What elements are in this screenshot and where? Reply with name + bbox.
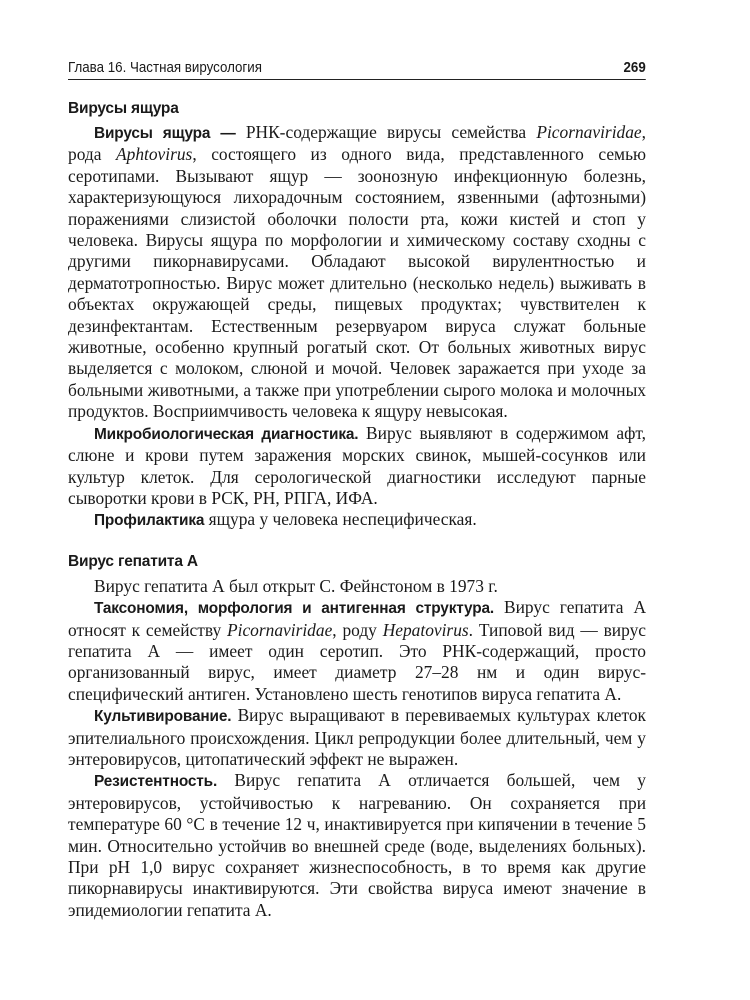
text-run: ящура у человека неспецифическая. [204,509,477,530]
text-run: . Типовой вид — вирус гепатита А — имеет один серотип. Это РНК-содержащий, просто организованный вирус, имеет диаметр 27–28 нм и один вирус-специфический антиген. Установлено шесть генотипов вируса гепатита А. [68,619,646,704]
taxon-name: Picornaviridae [536,122,642,142]
text-run: РНК-содержащие вирусы семейства [235,122,537,142]
lead-term-diagnostics: Микробиологическая диагностика. [94,425,359,443]
chapter-title: Глава 16. Частная вирусология [68,60,262,76]
running-header [68,54,646,80]
book-page [68,54,646,921]
taxon-name: Picornaviridae [227,619,333,640]
lead-term-prophylaxis: Профилактика [94,512,205,530]
paragraph-fmd-diagnostics [68,423,646,510]
paragraph-hav-discovery: Вирус гепатита А был открыт С. Фейнстоном в 1973 г. [94,575,498,596]
lead-term-fmd: Вирусы ящура — [94,125,236,142]
paragraph-hav-taxonomy [68,597,646,705]
text-run: Вирус гепатита А отличается большей, чем у энтеровирусов, устойчивостью к нагреванию. Он сохраняется при температуре 60 °С в течение 12 ч, инактивируется при кипячении в течение 5 мин. Относительно устойчив во внешней среде (воде, выделениях больных). При рН 1,0 вирус сохраняет жизнеспособность, в то время как другие пикорнавирусы инактивируются. Эти свойства вируса имеют значение в эпидемиологии гепатита А. [68,770,646,920]
lead-term-taxonomy: Таксономия, морфология и антигенная структура. [94,600,495,618]
text-run: , состоящего из одного вида, представленного семью серотипами. Вызывают ящур — зоонозную инфекционную болезнь, характеризующуюся лихорадочным состоянием, язвенными (афтозными) поражениями слизистой оболочки полости рта, кожи кистей и стоп у человека. Вирусы ящура по морфологии и химическому составу сходны с другими пикорнавирусами. Обладают высокой вирулентностью и дерматотропностью. Вирус может длительно (несколько недель) выживать в объектах окружающей среды, пищевых продуктах; чувствителен к дезинфектантам. Естественным резервуаром вируса служат больные животные, особенно крупный рогатый скот. От больных животных вирус выделяется с молоком, слюной и мочой. Человек заражается при уходе за больными животными, а также при употреблении сырого молока и молочных продуктов. Восприимчивость человека к ящуру невысокая. [68,144,646,422]
paragraph-hav-cultivation [68,705,646,770]
text-run: Вирус выращивают в перевиваемых культурах клеток эпителиального происхождения. Цикл репродукции более длительный, чем у энтеровирусов, цитопатический эффект не выражен. [68,705,646,769]
taxon-name: Hepatovirus [382,619,469,640]
text-run: , роду [332,619,383,640]
paragraph-fmd-prophylaxis [68,509,646,531]
text-run: Вирус выявляют в содержимом афт, слюне и крови путем заражения морских свинок, мышей-сосунков или культур клеток. Для серологической диагностики исследуют парные сыворотки крови в РСК, РН, РПГА, ИФА. [68,422,646,508]
page-number: 269 [623,60,646,76]
section-heading-hepatitis-a: Вирус гепатита А [68,552,198,570]
lead-term-cultivation: Культивирование. [94,708,232,726]
lead-term-resistance: Резистентность. [94,773,218,791]
paragraph-fmd-description [68,122,646,423]
taxon-name: Aphtovirus [116,144,193,165]
section-fmd-viruses [68,100,646,532]
text-run: , рода [68,122,646,165]
text-run: Вирус гепатита А относят к семейству [68,597,647,640]
paragraph-hav-resistance [68,770,646,921]
section-heading-fmd: Вирусы ящура [68,100,179,117]
section-hepatitis-a [68,553,646,922]
